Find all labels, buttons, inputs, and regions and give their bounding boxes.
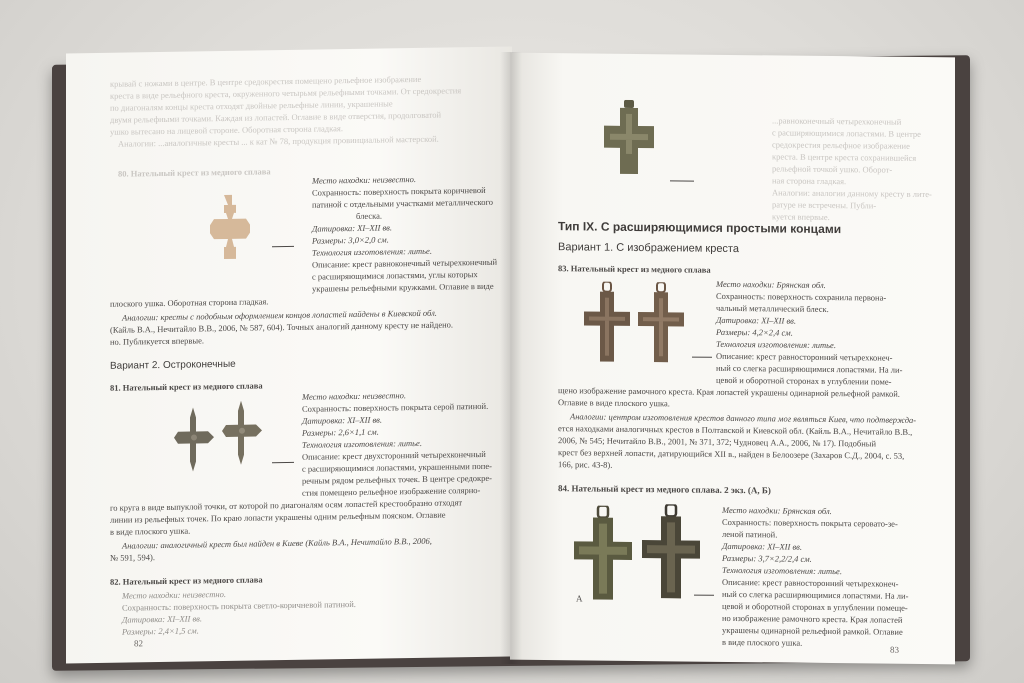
item81-continuation: го круга в виде выпуклой точки, от которой по диагоналям осям лопастей крестообразно отходят	[110, 497, 463, 513]
faint-text-line: Аналогии: ...аналогичные кресты ... к кат № 78, продукция провинциальной мастерской.	[118, 133, 439, 149]
faint-text-line: креста в виде рельефного креста, окруженного четырьмя рельефными точками. От средокрестия	[110, 85, 462, 101]
faint-text-line: ратуре не встречены. Публи-	[772, 199, 877, 211]
item83-analogy: 166, рис. 43-8).	[558, 459, 613, 470]
cross-83-back-image	[638, 282, 684, 362]
cross-80-image	[204, 191, 252, 264]
faint-text-line: ушко вытесано на лицевой стороне. Оборотная сторона гладкая.	[110, 123, 343, 137]
right-page	[510, 53, 955, 665]
item81-heading: 81. Нательный крест из медного сплава	[110, 380, 263, 393]
variant1-title: Вариант 1. С изображением креста	[558, 241, 739, 256]
item81-line: речным рядом рельефных точек. В центре средокре-	[302, 472, 493, 486]
item84-technology: Технология изготовления: литье.	[722, 564, 842, 577]
item83-line: цевой и оборотной сторонах в углублении поме-	[716, 374, 892, 387]
item83-line: ный со слегка расширяющимися лопастями. На ли-	[716, 362, 903, 375]
item83-continuation: щено изображение рамочного креста. Края лопастей украшены одинарной рельефной рамкой.	[558, 385, 900, 399]
type9-title: Тип IX. С расширяющимися простыми концами	[558, 219, 842, 237]
item84-line: но изображение рамочного креста. Края лопастей	[722, 612, 903, 625]
item83-heading: 83. Нательный крест из медного сплава	[558, 263, 711, 275]
faint-text-line: средокрестия рельефное изображение	[772, 139, 910, 151]
faint-text-line: двумя рельефными точками. Каждая из лопастей. Оглавие в виде отверстия, продолговатой	[110, 109, 442, 125]
item80-condition: Сохранность: поверхность покрыта коричневой	[312, 184, 486, 198]
item80-description: Описание: крест равноконечный четырехконечный	[312, 256, 498, 270]
variant2-title: Вариант 2. Остроконечные	[110, 358, 236, 372]
faint-text-line: ная сторона гладкая.	[772, 175, 847, 187]
item80-analogy: Аналогии: кресты с подобным оформлением концов лопастей найдены в Киевской обл.	[122, 307, 437, 323]
scale-line	[272, 246, 294, 247]
item80-analogy: но. Публикуется впервые.	[110, 335, 204, 347]
item81-location: Место находки: неизвестно.	[302, 390, 406, 402]
cross-84a-image	[574, 505, 632, 600]
item83-analogy: ется находками аналогичных крестов в Полтавской и Киевской обл. (Кайль В.А., Нечитайло В.В.,	[558, 423, 913, 437]
cross-81-back-image	[222, 400, 262, 465]
item83-location: Место находки: Брянская обл.	[716, 278, 826, 290]
faint-text-line: Аналогии: аналогии данному кресту в лите-	[772, 187, 932, 200]
book-spine-shadow	[500, 52, 522, 664]
item84-line: цевой и оборотной сторонах в углублении помеще-	[722, 600, 908, 613]
faint-text-line: с расширяющимися лопастями. В центре	[772, 127, 921, 139]
item81-analogy: № 591, 594).	[110, 552, 155, 563]
item82-condition: Сохранность: поверхность покрыта светло-коричневой патиной.	[122, 598, 356, 613]
faint-text-line: креста. В центре креста сохранившейся	[772, 151, 917, 163]
item84-dating: Датировка: XI–XII вв.	[722, 540, 802, 552]
item82-size: Размеры: 2,4×1,5 см.	[122, 625, 199, 637]
item81-analogy: Аналогии: аналогичный крест был найден в Киеве (Кайль В.А., Нечитайло В.В., 2006,	[122, 535, 432, 551]
item84-heading: 84. Нательный крест из медного сплава. 2 экз. (А, Б)	[558, 483, 771, 496]
item81-technology: Технология изготовления: литье.	[302, 437, 422, 450]
item80-analogy: (Кайль В.А., Нечитайло В.В., 2006, № 587, 604). Точных аналогий данному кресту не найдено.	[110, 319, 454, 335]
item83-description: Описание: крест равносторонний четырехконеч-	[716, 350, 893, 363]
cross-83-front-image	[584, 281, 630, 361]
item84-description: Описание: крест равносторонний четырехконеч-	[722, 576, 899, 589]
item84-line: леной патиной.	[722, 528, 778, 540]
cross-84b-image	[642, 504, 700, 599]
scale-line	[694, 595, 714, 596]
faint-text-line: ...равноконечный четырехконечный	[772, 115, 902, 127]
faint-text-line: рельефной точкой ушко. Оборот-	[772, 163, 893, 175]
item83-size: Размеры: 4,2×2,4 см.	[716, 326, 793, 338]
item83-technology: Технология изготовления: литье.	[716, 338, 836, 351]
item83-condition: Сохранность: поверхность сохранила первона-	[716, 290, 887, 303]
item84-condition: Сохранность: поверхность покрыта серовато-зе-	[722, 516, 898, 529]
item84-size: Размеры: 3,7×2,2/2,4 см.	[722, 552, 812, 564]
left-page	[66, 46, 512, 663]
item81-continuation: в виде плоского ушка.	[110, 525, 191, 537]
page-number-right: 83	[890, 644, 899, 655]
faint-text-line: куется впервые.	[772, 211, 830, 223]
item84-location: Место находки: Брянская обл.	[722, 504, 832, 517]
item82-location: Место находки: неизвестно.	[122, 588, 226, 601]
faint-text-line: по диагоналям концы креста отходят двойные рельефные линии, украшенные	[110, 98, 393, 113]
item80-line: патиной с отдельными участками металлического	[312, 196, 493, 210]
item84-line: в виде плоского ушка.	[722, 636, 803, 648]
item82-dating: Датировка: XI–XII вв.	[122, 613, 202, 625]
faint-text-line: крывай с ножами в центре. В центре средокрестия помещено рельефное изображение	[110, 73, 422, 89]
item80-location: Место находки: неизвестно.	[312, 174, 416, 186]
item83-line: чальный металлический блеск.	[716, 302, 829, 315]
item84-label-a: А	[576, 593, 583, 604]
item81-line: с расширяющимися лопастями, украшенными попе-	[302, 460, 492, 474]
item81-description: Описание: крест двухсторонний четырехконечный	[302, 448, 486, 462]
item80-line: с расширяющимися лопастями, углы которых	[312, 269, 478, 282]
item83-continuation: Оглавие в виде плоского ушка.	[558, 397, 670, 409]
item80-size: Размеры: 3,0×2,0 см.	[312, 234, 389, 246]
item81-size: Размеры: 2,6×1,1 см.	[302, 426, 379, 438]
scale-line	[670, 180, 694, 181]
item84-line: украшены одинарной рельефной рамкой. Оглавие	[722, 624, 903, 637]
cross-top-image	[602, 100, 656, 179]
item80-line: плоского ушка. Оборотная сторона гладкая.	[110, 296, 269, 309]
item81-line: стия помещено рельефное изображение солярно-	[302, 484, 481, 498]
item84-line: ный со слегка расширяющимися лопастями. На ли-	[722, 588, 909, 601]
item81-continuation: линии из рельефных точек. По краю лопасти украшены одним рельефным пояском. Оглавие	[110, 509, 446, 525]
item80-line: блеска.	[356, 210, 383, 221]
item83-dating: Датировка: XI–XII вв.	[716, 314, 796, 326]
scale-line	[692, 357, 712, 358]
item80-line: украшены рельефными кружками. Оглавие в виде	[312, 280, 494, 294]
item81-condition: Сохранность: поверхность покрыта серой патиной.	[302, 400, 489, 414]
item83-analogy: 2006, № 545; Нечитайло В.В., 2001, № 371, 372; Чудновец А.А., 2006, № 17). Подобный	[558, 435, 877, 449]
item80-dating: Датировка: XI–XII вв.	[312, 222, 392, 234]
item81-dating: Датировка: XI–XII вв.	[302, 414, 382, 426]
item82-heading: 82. Нательный крест из медного сплава	[110, 574, 263, 587]
item83-analogy: крест без верхней лопасти, датирующийся XII в., найден в Белоозере (Захаров С.Д., 2004, с. 53,	[558, 447, 905, 461]
cross-81-front-image	[174, 407, 214, 472]
faint-item-heading: 80. Нательный крест из медного сплава	[118, 166, 271, 179]
item80-technology: Технология изготовления: литье.	[312, 245, 432, 258]
item83-analogy: Аналогии: центром изготовления крестов данного типа мог являться Киев, что подтвержда-	[570, 411, 917, 425]
scale-line	[272, 462, 294, 463]
page-number-left: 82	[134, 638, 143, 649]
